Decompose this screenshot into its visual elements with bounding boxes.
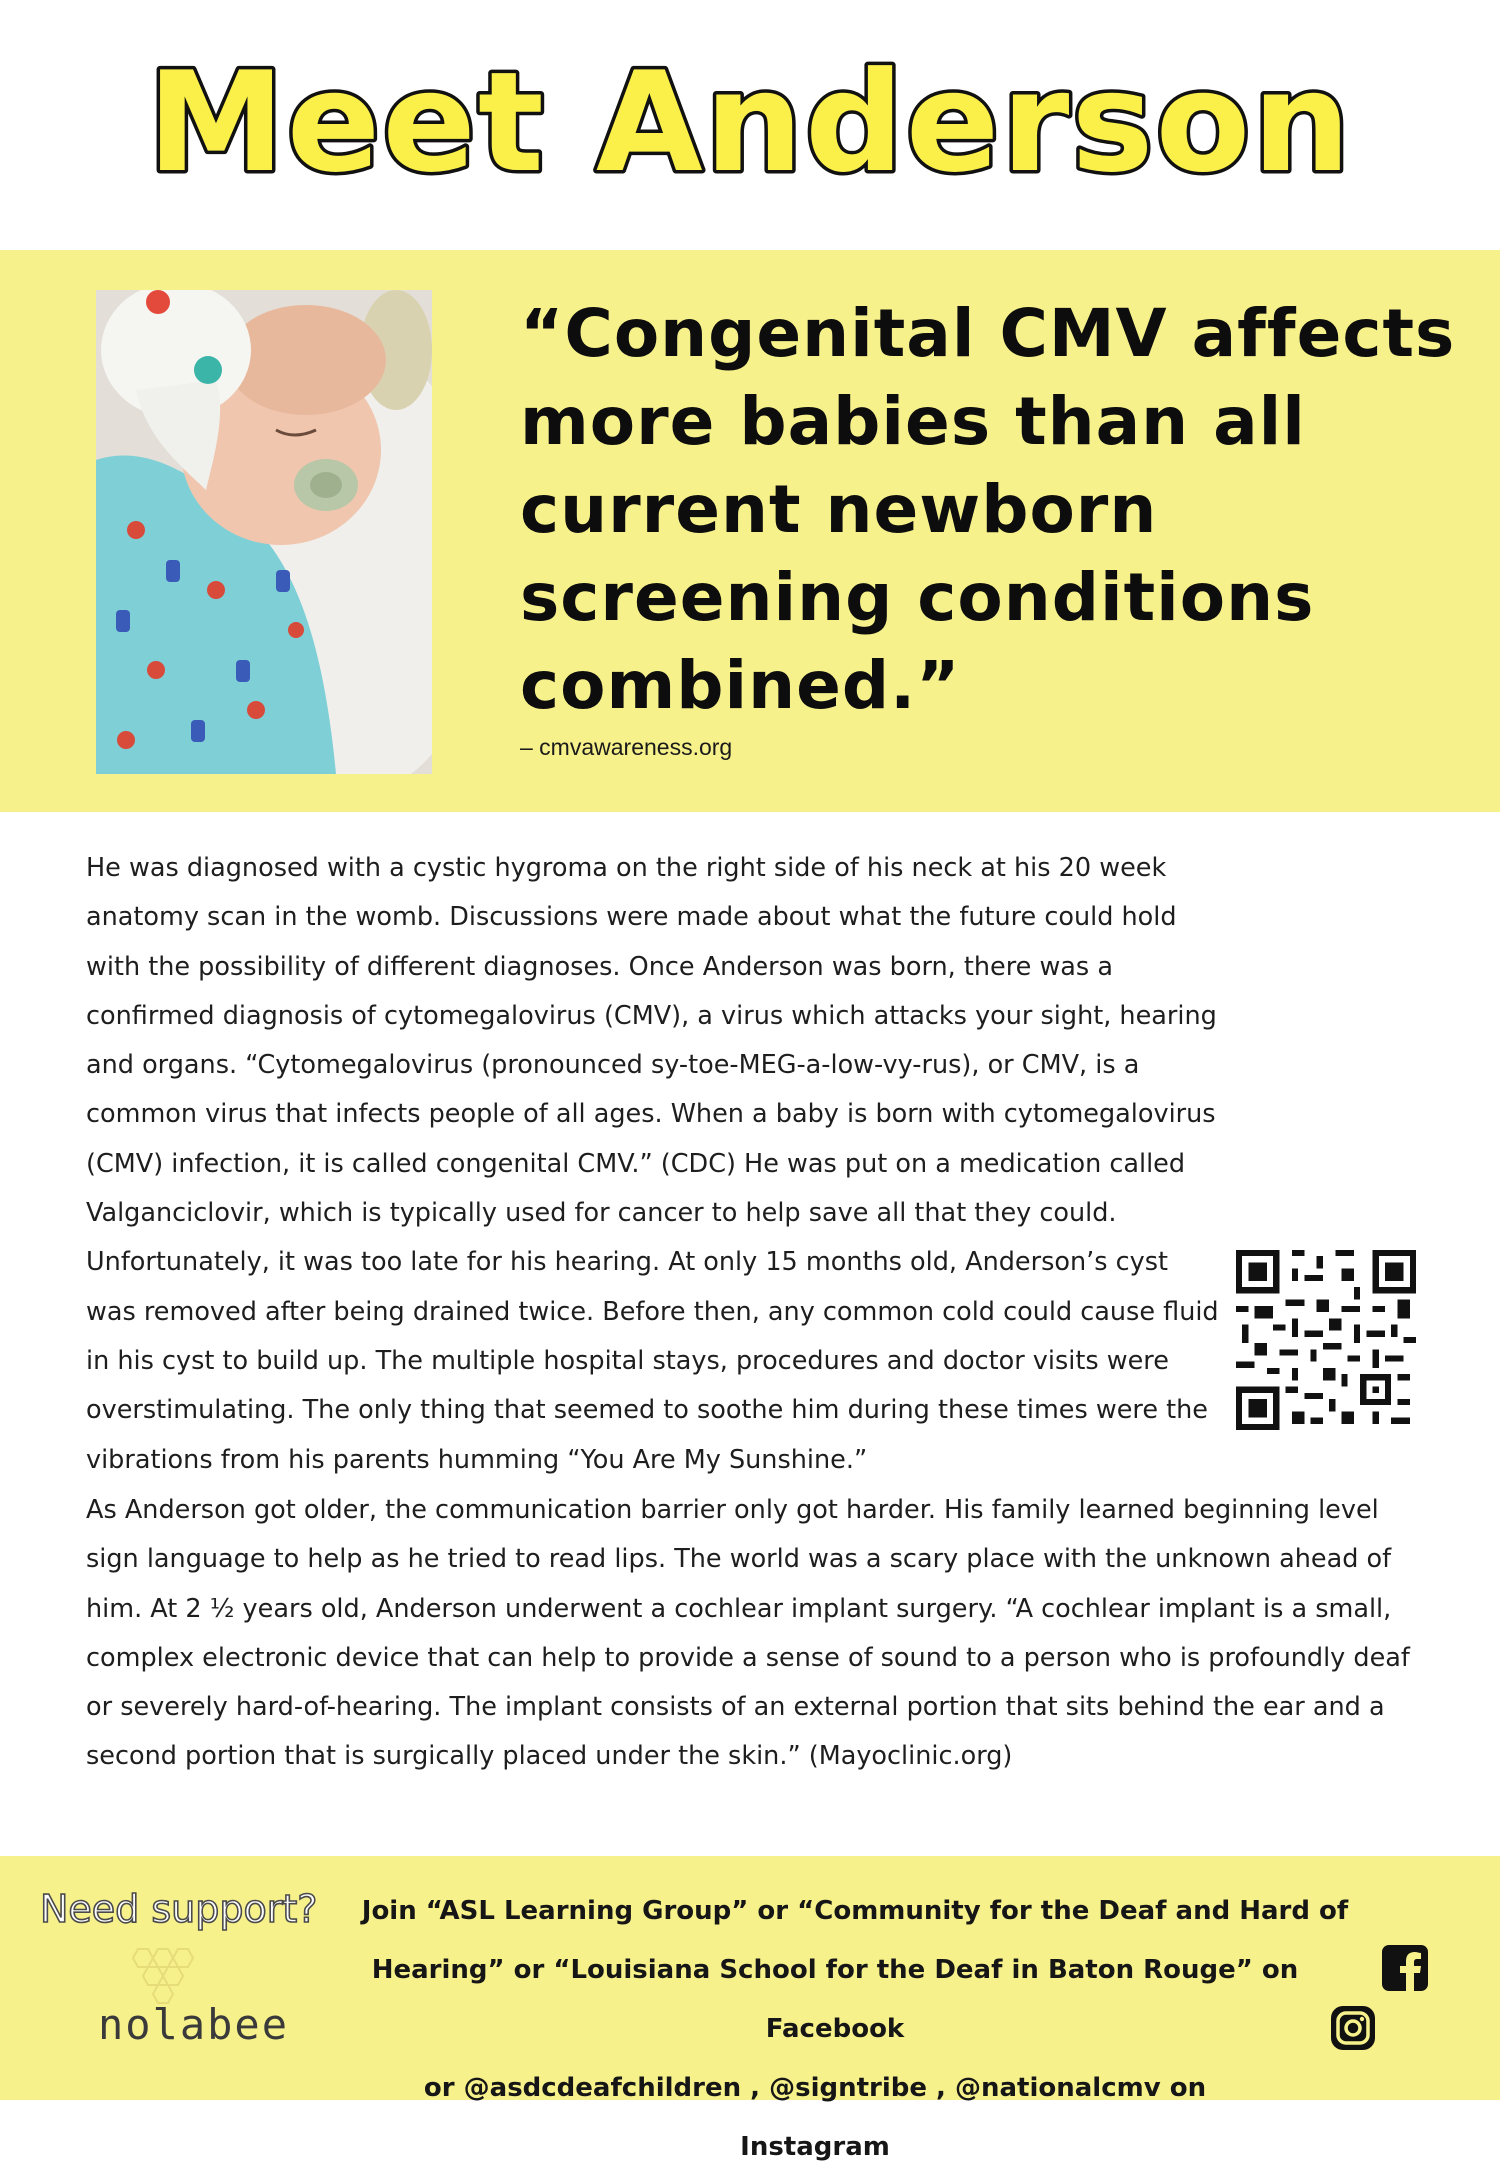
baby-photo [96,290,432,774]
support-line-2: Hearing” or “Louisiana School for the Deaf in Baton Rouge” on Facebook [371,1955,1299,2044]
need-support-heading [40,1880,350,1940]
story-paragraph-1 [86,844,1426,1485]
title-banner [0,0,1500,250]
support-groups-info [350,1882,1360,2177]
support-line-1: Join “ASL Learning Group” or “Community for the Deaf and Hard of [361,1896,1349,1926]
cmv-quote: “Congenital CMV affects more babies than all current newborn screening conditions combined.” [520,295,1456,724]
page-title-graphic [0,0,1500,250]
hexagon-logo-icon [118,1944,208,2004]
quote-source: – cmvawareness.org [520,734,733,760]
support-line-3: or @asdcdeafchildren , @signtribe , @nationalcmv on Instagram [423,2073,1207,2162]
story-paragraph-1-text: He was diagnosed with a cystic hygroma on the right side of his neck at his 20 week anatomy scan in the womb. Discussions were made about what the future could hold with the possibility of different diagnoses. Once Anderson was born, there was a confirmed diagnosis of cytomegalovirus (CMV), a virus which attacks your sight, hearing and organs. “Cytomegalovirus (pronounced sy-toe-MEG-a-low-vy-rus), or CMV, is a common virus that infects people of all ages. When a baby is born with cytomegalovirus (CMV) infection, it is called congenital CMV.” (CDC) He was put on a medication called Valganciclovir, which is typically used for cancer to help save all that they could. Unfortunately, it was too late for his hearing. At only 15 months old, Anderson’s cyst was removed after being drained twice. Before then, any common cold could cause fluid in his cyst to build up. The multiple hospital stays, procedures and doctor visits were overstimulating. The only thing that seemed to soothe him during these times were the vibrations from his parents humming “You Are My Sunshine.” [86,853,1219,1475]
hero-band [0,250,1500,812]
nolabee-brand: nolabee [98,2000,290,2049]
story-paragraph-2: As Anderson got older, the communication barrier only got harder. His family learned beginning level sign language to help as he tried to read lips. The world was a scary place with the unknown ahead of him. At 2 ½ years old, Anderson underwent a cochlear implant surgery. “A cochlear implant is a small, complex electronic device that can help to provide a sense of sound to a person who is profoundly deaf or severely hard-of-hearing. The implant consists of an external portion that sits behind the ear and a second portion that is surgically placed under the skin.” (Mayoclinic.org) [86,1495,1410,1772]
qr-code-icon[interactable] [1236,1250,1416,1430]
facebook-icon[interactable] [1380,1943,1430,1993]
page-title: Meet Anderson [147,42,1353,203]
footer-band [0,1856,1500,2162]
instagram-icon[interactable] [1328,2003,1378,2053]
need-support-text: Need support? [40,1887,318,1931]
